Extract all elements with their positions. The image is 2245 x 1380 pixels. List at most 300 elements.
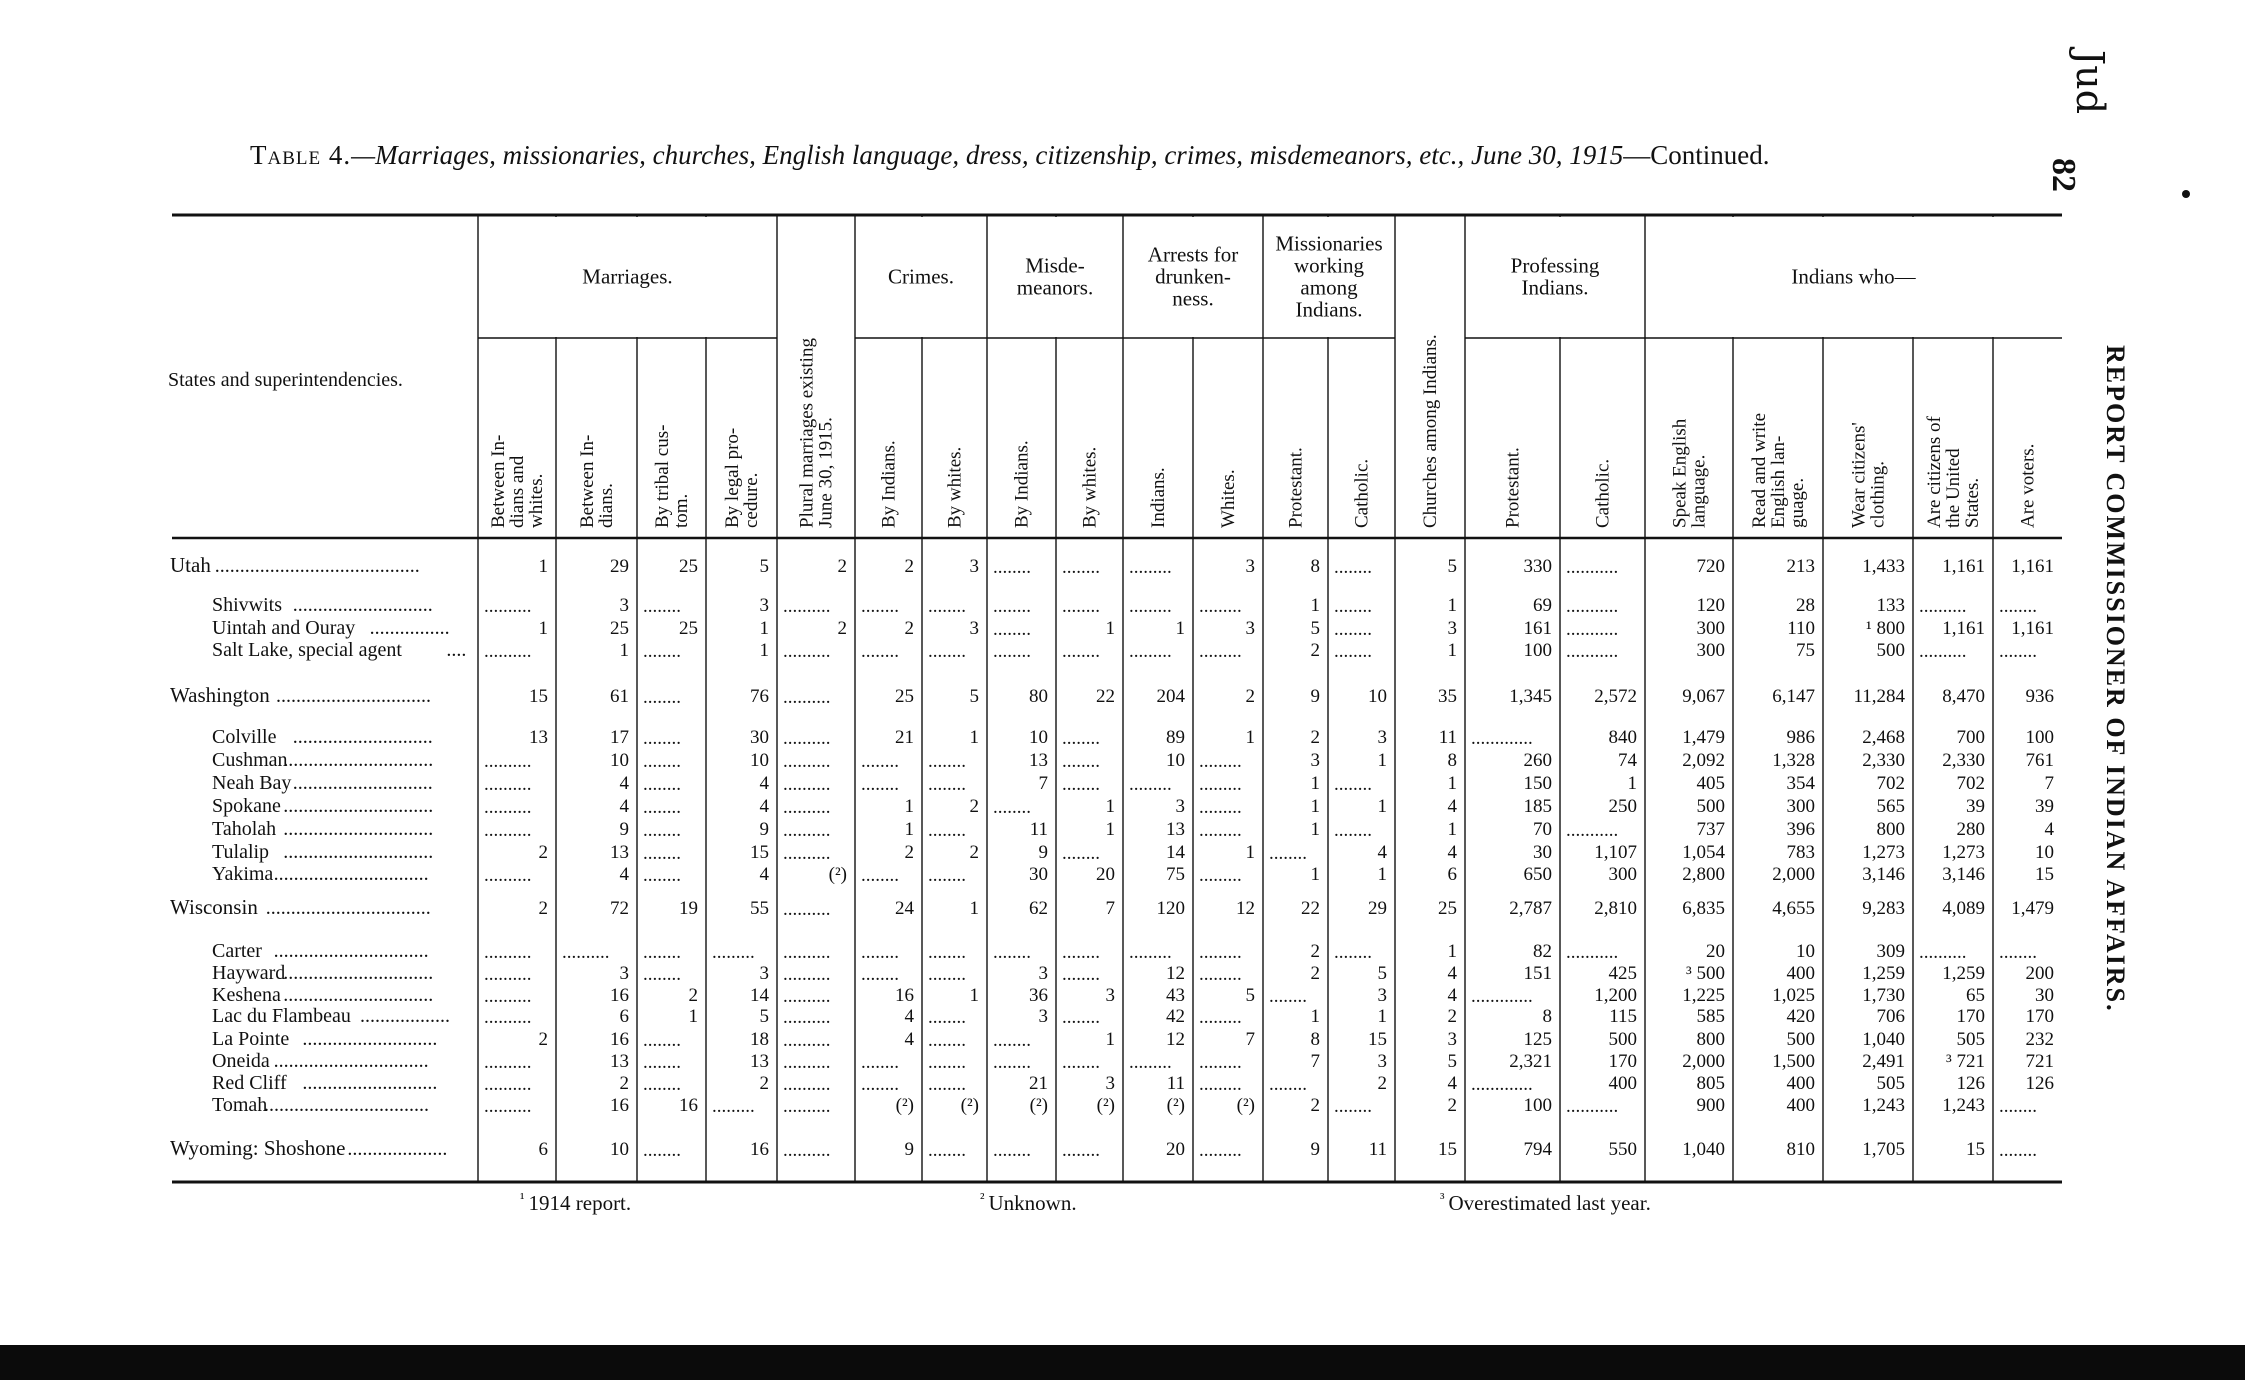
table-cell: 9,067 [1682, 686, 1725, 707]
svg-text:By legal pro-cedure.: By legal pro-cedure. [722, 427, 762, 528]
leader-dots: ................ [369, 617, 450, 639]
empty-cell-dots: ........ [643, 820, 681, 841]
table-cell: 2 [1377, 1073, 1387, 1094]
table-cell: 1 [759, 618, 769, 639]
table-cell: 15 [2035, 864, 2054, 885]
svg-text:Whites.: Whites. [1218, 469, 1239, 528]
row-label: Tulalip [212, 841, 270, 863]
empty-cell-dots: ......... [1129, 942, 1172, 963]
empty-cell-dots: ......... [1199, 1074, 1242, 1095]
table-cell: (²) [1166, 1095, 1185, 1116]
table-cell: 1,705 [1862, 1139, 1905, 1160]
empty-cell-dots: ........ [643, 774, 681, 795]
row-label: Utah [170, 553, 211, 577]
table-cell: 1 [1310, 864, 1320, 885]
table-cell: 800 [1696, 1029, 1725, 1050]
table-cell: 10 [1029, 727, 1048, 748]
table-cell: 170 [1608, 1051, 1637, 1072]
table-cell: 18 [750, 1029, 769, 1050]
empty-cell-dots: .......... [484, 1007, 532, 1028]
empty-cell-dots: ........ [643, 1052, 681, 1073]
table-cell: 170 [2025, 1006, 2054, 1027]
table-cell: 9 [759, 819, 769, 840]
table-cell: 12 [1166, 963, 1185, 984]
leader-dots: ........................... [302, 1028, 438, 1050]
table-cell: 260 [1523, 750, 1552, 771]
table-cell: 28 [1796, 595, 1815, 616]
empty-cell-dots: ......... [1199, 751, 1242, 772]
table-cell: 2,000 [1772, 864, 1815, 885]
table-cell: 5 [759, 1006, 769, 1027]
empty-cell-dots: ........ [643, 865, 681, 886]
table-cell: 1 [969, 898, 979, 919]
table-cell: 4 [1447, 842, 1457, 863]
table-cell: 1 [538, 556, 548, 577]
table-cell: 10 [610, 1139, 629, 1160]
table-cell: (²) [1029, 1095, 1048, 1116]
table-cell: 300 [1786, 796, 1815, 817]
table-cell: 120 [1696, 595, 1725, 616]
empty-cell-dots: ........ [928, 751, 966, 772]
table-cell: 3 [969, 556, 979, 577]
table-cell: 706 [1876, 1006, 1905, 1027]
table-cell: 1 [688, 1006, 698, 1027]
table-cell: 20 [1096, 864, 1115, 885]
table-cell: 5 [1310, 618, 1320, 639]
empty-cell-dots: ........ [1999, 641, 2037, 662]
group-header: Misde-meanors. [1016, 253, 1094, 300]
table-cell: 309 [1876, 941, 1905, 962]
table-cell: 25 [610, 618, 629, 639]
empty-cell-dots: ........ [643, 687, 681, 708]
table-cell: 70 [1533, 819, 1552, 840]
table-cell: 2,321 [1509, 1051, 1552, 1072]
table-cell: 1 [1105, 819, 1115, 840]
table-cell: 7 [2044, 773, 2054, 794]
table-cell: 2 [538, 1029, 548, 1050]
table-cell: 61 [610, 686, 629, 707]
table-cell: 1,259 [1862, 963, 1905, 984]
empty-cell-dots: ........... [1566, 557, 1619, 578]
table-cell: 43 [1166, 985, 1185, 1006]
empty-cell-dots: .......... [484, 964, 532, 985]
empty-cell-dots: ........ [643, 641, 681, 662]
table-cell: 840 [1608, 727, 1637, 748]
empty-cell-dots: ............. [1471, 728, 1533, 749]
column-header [1148, 467, 1169, 528]
table-cell: 500 [1876, 640, 1905, 661]
table-cell: 35 [1438, 686, 1457, 707]
empty-cell-dots: ......... [1199, 797, 1242, 818]
empty-cell-dots: ........ [643, 596, 681, 617]
table-cell: 3 [1377, 1051, 1387, 1072]
svg-text:By tribal cus-tom.: By tribal cus-tom. [652, 424, 692, 528]
table-cell: 400 [1786, 963, 1815, 984]
footnote: $^{^1}$ 1914 report. [520, 1191, 632, 1215]
table-cell: 9 [1038, 842, 1048, 863]
column-header [1749, 413, 1808, 528]
table-cell: 15 [529, 686, 548, 707]
row-label: Taholah [212, 818, 277, 840]
leader-dots: ............................ [292, 594, 433, 616]
leader-dots: ............................... [276, 685, 431, 707]
row-label: Washington [170, 683, 270, 707]
table-cell: 1,161 [2011, 618, 2054, 639]
empty-cell-dots: ........ [1999, 1140, 2037, 1161]
table-cell: 2 [1310, 640, 1320, 661]
empty-cell-dots: ........ [861, 641, 899, 662]
table-cell: 7 [1105, 898, 1115, 919]
table-cell: 4 [1447, 796, 1457, 817]
leader-dots: ............................... [273, 863, 429, 885]
group-header: Crimes. [888, 264, 954, 289]
table-cell: 3 [1038, 1006, 1048, 1027]
empty-cell-dots: ........ [861, 751, 899, 772]
table-cell: 13 [750, 1051, 769, 1072]
leader-dots: .............................. [283, 962, 434, 984]
svg-text:Between In-dians.: Between In-dians. [577, 434, 617, 528]
table-cell: 22 [1096, 686, 1115, 707]
empty-cell-dots: ........ [993, 596, 1031, 617]
table-cell: 2,810 [1594, 898, 1637, 919]
empty-cell-dots: ........ [1062, 596, 1100, 617]
empty-cell-dots: .......... [783, 774, 831, 795]
table-cell: 400 [1786, 1073, 1815, 1094]
table-cell: 1 [1175, 618, 1185, 639]
table-cell: 8 [1542, 1006, 1552, 1027]
column-header [577, 435, 617, 528]
table-cell: 4 [759, 796, 769, 817]
table-cell: 125 [1523, 1029, 1552, 1050]
table-cell: 150 [1523, 773, 1552, 794]
row-label: Colville [212, 726, 277, 748]
empty-cell-dots: ........ [928, 865, 966, 886]
table-cell: 42 [1166, 1006, 1185, 1027]
column-header [1503, 447, 1524, 528]
empty-cell-dots: .......... [484, 820, 532, 841]
table-cell: 8,470 [1942, 686, 1985, 707]
table-cell: 204 [1156, 686, 1185, 707]
empty-cell-dots: .......... [783, 596, 831, 617]
table-cell: 75 [1796, 640, 1815, 661]
table-cell: 13 [529, 727, 548, 748]
table-cell: 700 [1956, 727, 1985, 748]
table-cell: 82 [1533, 941, 1552, 962]
empty-cell-dots: ........ [1334, 942, 1372, 963]
empty-cell-dots: ........ [861, 1074, 899, 1095]
table-cell: 24 [895, 898, 914, 919]
empty-cell-dots: ........ [643, 942, 681, 963]
empty-cell-dots: ........ [1999, 596, 2037, 617]
table-cell: 585 [1696, 1006, 1725, 1027]
empty-cell-dots: ........ [993, 797, 1031, 818]
empty-cell-dots: ........ [861, 1052, 899, 1073]
empty-cell-dots: ........... [1566, 1096, 1619, 1117]
empty-cell-dots: ........ [928, 1074, 966, 1095]
table-cell: 161 [1523, 618, 1552, 639]
svg-text:Wear citizens'clothing.: Wear citizens'clothing. [1848, 422, 1889, 528]
leader-dots: .... [446, 639, 467, 661]
empty-cell-dots: ........ [643, 751, 681, 772]
column-header [1352, 459, 1373, 528]
table-cell: 11 [1368, 1139, 1387, 1160]
column-header [1924, 415, 1983, 528]
table-cell: 1 [1377, 864, 1387, 885]
row-label: Cushman [212, 749, 288, 771]
table-cell: 10 [2035, 842, 2054, 863]
table-cell: 1,025 [1772, 985, 1815, 1006]
empty-cell-dots: .......... [783, 1140, 831, 1161]
table-cell: 7 [1310, 1051, 1320, 1072]
empty-cell-dots: ........ [928, 1007, 966, 1028]
table-cell: 6 [619, 1006, 629, 1027]
empty-cell-dots: ........ [928, 641, 966, 662]
leader-dots: .............................. [283, 749, 434, 771]
empty-cell-dots: .......... [783, 728, 831, 749]
table-cell: 29 [1368, 898, 1387, 919]
table-cell: 505 [1956, 1029, 1985, 1050]
table-cell: 15 [1368, 1029, 1387, 1050]
table-cell: 4 [1447, 963, 1457, 984]
svg-text:Indians.: Indians. [1148, 467, 1169, 528]
table-cell: 6 [1447, 864, 1457, 885]
table-cell: 65 [1966, 985, 1985, 1006]
empty-cell-dots: ........ [1062, 942, 1100, 963]
table-cell: 1,107 [1594, 842, 1637, 863]
table-cell: 8 [1310, 1029, 1320, 1050]
table-cell: 30 [2035, 985, 2054, 1006]
table-cell: 2,491 [1862, 1051, 1905, 1072]
table-cell: 16 [750, 1139, 769, 1160]
table-cell: 200 [2025, 963, 2054, 984]
table-cell: 1,273 [1942, 842, 1985, 863]
empty-cell-dots: ........ [1269, 1074, 1307, 1095]
table-cell: 3 [1245, 556, 1255, 577]
rule-mask [704, 217, 708, 337]
table-cell: 1,200 [1594, 985, 1637, 1006]
table-cell: 1 [1310, 796, 1320, 817]
table-cell: 1 [904, 796, 914, 817]
table-cell: 2 [1310, 1095, 1320, 1116]
table-cell: 25 [679, 556, 698, 577]
table-cell: 1 [1245, 727, 1255, 748]
empty-cell-dots: ......... [1199, 1052, 1242, 1073]
empty-cell-dots: .......... [783, 1096, 831, 1117]
table-cell: 10 [1368, 686, 1387, 707]
table-cell: 16 [610, 985, 629, 1006]
table-cell: 3 [1245, 618, 1255, 639]
table-cell: 702 [1956, 773, 1985, 794]
empty-cell-dots: ........ [643, 1140, 681, 1161]
rule-mask [554, 217, 558, 337]
table-cell: 737 [1696, 819, 1725, 840]
row-label: Yakima [212, 863, 274, 885]
empty-cell-dots: ........ [1334, 1096, 1372, 1117]
table-cell: 1,479 [1682, 727, 1725, 748]
table-cell: 2 [1245, 686, 1255, 707]
table-cell: 250 [1608, 796, 1637, 817]
svg-text:By whites.: By whites. [944, 446, 966, 528]
empty-cell-dots: ........... [1566, 596, 1619, 617]
table-cell: 986 [1786, 727, 1815, 748]
table-cell: 4 [619, 773, 629, 794]
row-label: Red Cliff [212, 1072, 287, 1094]
table-cell: 25 [679, 618, 698, 639]
table-cell: 15 [1966, 1139, 1985, 1160]
table-cell: 80 [1029, 686, 1048, 707]
empty-cell-dots: ......... [1199, 641, 1242, 662]
empty-cell-dots: ........ [643, 1030, 681, 1051]
table-cell: 2 [969, 796, 979, 817]
empty-cell-dots: .......... [783, 1074, 831, 1095]
column-header [1420, 334, 1441, 528]
column-header [2018, 444, 2039, 528]
table-cell: 2 [837, 618, 847, 639]
table-cell: 3 [969, 618, 979, 639]
empty-cell-dots: .......... [783, 1052, 831, 1073]
column-header [652, 425, 692, 528]
column-header [1849, 422, 1889, 528]
table-cell: 1 [1105, 618, 1115, 639]
leader-dots: ........................... [302, 1072, 438, 1094]
leader-dots: ......................................... [214, 555, 420, 577]
table-cell: 3 [619, 595, 629, 616]
empty-cell-dots: .......... [783, 899, 831, 920]
table-cell: 396 [1786, 819, 1815, 840]
table-cell: 5 [1447, 1051, 1457, 1072]
table-cell: (²) [1096, 1095, 1115, 1116]
empty-cell-dots: ......... [1199, 942, 1242, 963]
table-cell: 1,243 [1862, 1095, 1905, 1116]
table-cell: 15 [750, 842, 769, 863]
table-cell: 2,092 [1682, 750, 1725, 771]
rule-mask [1991, 217, 1995, 337]
table-cell: 3 [1105, 1073, 1115, 1094]
column-header [1012, 440, 1033, 528]
table-cell: 6,147 [1772, 686, 1815, 707]
group-header: Marriages. [582, 264, 673, 289]
svg-text:Catholic.: Catholic. [1592, 458, 1614, 528]
empty-cell-dots: .......... [783, 942, 831, 963]
table-cell: 3 [1105, 985, 1115, 1006]
empty-cell-dots: .......... [783, 820, 831, 841]
empty-cell-dots: .......... [484, 751, 532, 772]
empty-cell-dots: ........ [993, 1052, 1031, 1073]
table-cell: 1,161 [1942, 556, 1985, 577]
table-cell: 565 [1876, 796, 1905, 817]
empty-cell-dots: ........ [1334, 619, 1372, 640]
empty-cell-dots: ........ [643, 797, 681, 818]
table-cell: (²) [960, 1095, 979, 1116]
table-cell: 1,433 [1862, 556, 1905, 577]
row-label: Shivwits [212, 594, 283, 616]
table-cell: 19 [679, 898, 698, 919]
table-cell: 16 [895, 985, 914, 1006]
empty-cell-dots: ........... [1566, 942, 1619, 963]
table-cell: 120 [1156, 898, 1185, 919]
empty-cell-dots: .......... [783, 641, 831, 662]
table-cell: 1,273 [1862, 842, 1905, 863]
table-cell: 2,330 [1862, 750, 1905, 771]
leader-dots: ............................ [292, 772, 433, 794]
row-label: Lac du Flambeau [212, 1005, 351, 1027]
empty-cell-dots: .......... [783, 964, 831, 985]
table-cell: 30 [750, 727, 769, 748]
table-cell: 2,787 [1509, 898, 1552, 919]
table-cell: 1,161 [2011, 556, 2054, 577]
leader-dots: ................................. [265, 897, 431, 919]
row-label: Salt Lake, special agent [212, 639, 402, 661]
empty-cell-dots: .......... [783, 843, 831, 864]
table-cell: 7 [1038, 773, 1048, 794]
table-cell: 4 [904, 1006, 914, 1027]
empty-cell-dots: ........ [643, 843, 681, 864]
table-cell: 69 [1533, 595, 1552, 616]
empty-cell-dots: ........ [861, 774, 899, 795]
table-cell: 500 [1608, 1029, 1637, 1050]
table-cell: 1 [969, 727, 979, 748]
table-cell: 170 [1956, 1006, 1985, 1027]
column-header [722, 428, 762, 528]
table-cell: 2 [1310, 727, 1320, 748]
empty-cell-dots: ........ [861, 596, 899, 617]
table-cell: 22 [1301, 898, 1320, 919]
table-cell: 100 [2025, 727, 2054, 748]
group-header: Indians who— [1791, 264, 1916, 289]
empty-cell-dots: ........ [928, 942, 966, 963]
empty-cell-dots: ........ [993, 1140, 1031, 1161]
empty-cell-dots: ......... [1129, 557, 1172, 578]
table-cell: 1 [1310, 1006, 1320, 1027]
table-cell: 3 [1038, 963, 1048, 984]
table-cell: 1 [1627, 773, 1637, 794]
empty-cell-dots: ........ [861, 942, 899, 963]
leader-dots: ............................... [273, 940, 429, 962]
empty-cell-dots: ............. [1471, 1074, 1533, 1095]
table-continued: —Continued. [1623, 140, 1770, 170]
row-label: Wisconsin [170, 895, 258, 919]
empty-cell-dots: .......... [484, 1096, 532, 1117]
table-cell: 76 [750, 686, 769, 707]
svg-text:Read and writeEnglish lan-guag: Read and writeEnglish lan-guage. [1749, 412, 1808, 528]
empty-cell-dots: .......... [783, 1030, 831, 1051]
table-cell: 5 [1377, 963, 1387, 984]
table-cell: 7 [1245, 1029, 1255, 1050]
table-cell: 1 [619, 640, 629, 661]
table-cell: 405 [1696, 773, 1725, 794]
empty-cell-dots: ........ [928, 1052, 966, 1073]
table-cell: 4 [904, 1029, 914, 1050]
table-cell: 3 [1377, 985, 1387, 1006]
table-cell: 2 [904, 618, 914, 639]
empty-cell-dots: ........ [1334, 820, 1372, 841]
row-label: Uintah and Ouray [212, 617, 356, 639]
table-cell: 2 [1310, 941, 1320, 962]
table-cell: 25 [1438, 898, 1457, 919]
footnote: $^{^2}$ Unknown. [980, 1191, 1077, 1215]
group-header: Missionaries working among Indians. [1275, 231, 1383, 322]
svg-text:Churches among Indians.: Churches among Indians. [1420, 334, 1441, 528]
empty-cell-dots: ........ [861, 964, 899, 985]
empty-cell-dots: ........ [1062, 728, 1100, 749]
table-cell: 1,243 [1942, 1095, 1985, 1116]
empty-cell-dots: ........ [1062, 774, 1100, 795]
empty-cell-dots: ........ [1062, 1140, 1100, 1161]
svg-text:Between In-dians andwhites.: Between In-dians andwhites. [488, 434, 547, 528]
table-cell: 3 [1377, 727, 1387, 748]
table-cell: 13 [1166, 819, 1185, 840]
table-cell: 36 [1029, 985, 1048, 1006]
